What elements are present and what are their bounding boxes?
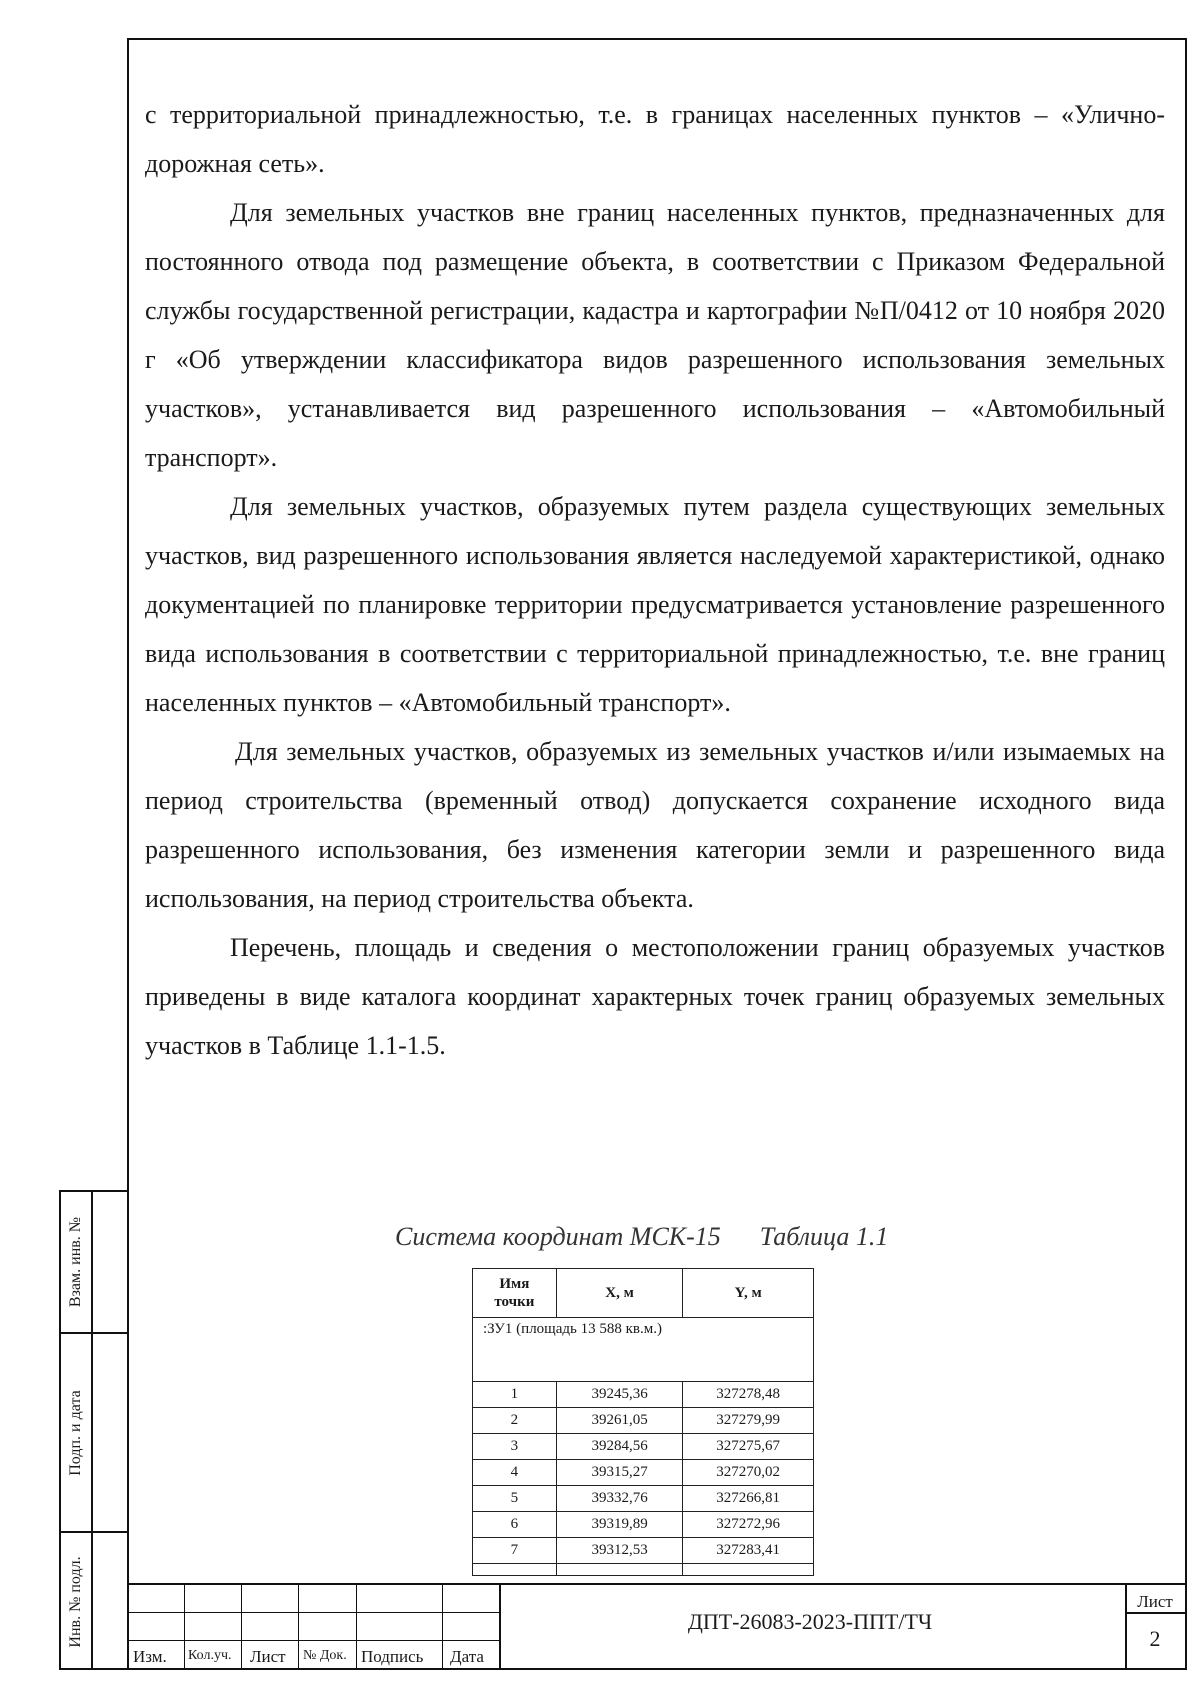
sheet-number: 2: [1149, 1626, 1161, 1651]
paragraph-5: Перечень, площадь и сведения о местоположении границ образуемых участков приведены в виде каталога координат характерных точек границ образуемых земельных участков в Таблице 1.1-1.5.: [145, 933, 1165, 1060]
sidebar-stamp: [59, 1190, 127, 1670]
coordinates-table: [472, 1268, 814, 1576]
point-x: 39284,56: [556, 1434, 683, 1460]
stamp-col-line: [241, 1583, 242, 1670]
sheet-label: Лист: [1137, 1592, 1173, 1611]
empty-cell: [683, 1564, 814, 1576]
paragraph-3: Для земельных участков, образуемых путем раздела существующих земельных участков, вид разрешенного использования является наследуемой характеристикой, однако документацией по планировке территории предусматривается установление разрешенного вида использования в соответствии с территориальной принадлежностью, т.е. вне границ населенных пунктов – «Автомобильный транспорт».: [145, 492, 1165, 717]
table-header-row: [473, 1269, 814, 1318]
empty-cell: [473, 1564, 557, 1576]
document-code: ДПТ-26083-2023-ППТ/ТЧ: [687, 1609, 933, 1634]
table-row: [473, 1460, 814, 1486]
header-point-name-line2: точки: [494, 1294, 535, 1310]
point-number: 4: [473, 1460, 557, 1486]
point-y: 327266,81: [683, 1486, 814, 1512]
empty-cell: [556, 1564, 683, 1576]
point-y: 327275,67: [683, 1434, 814, 1460]
stamp-col-line: [184, 1583, 185, 1670]
stamp-label-podpis: Подпись: [361, 1647, 424, 1666]
stamp-label-data: Дата: [450, 1647, 484, 1666]
empty-row: [473, 1564, 814, 1576]
stamp-col-line: [298, 1583, 299, 1670]
point-x: 39315,27: [556, 1460, 683, 1486]
stamp-mid-line-1: [127, 1612, 499, 1613]
point-x: 39312,53: [556, 1538, 683, 1564]
table-row: [473, 1434, 814, 1460]
section-row: [473, 1318, 814, 1382]
header-y: Y, м: [683, 1269, 814, 1318]
sidebar-cell-vzam: [61, 1192, 127, 1334]
point-number: 7: [473, 1538, 557, 1564]
document-body: [145, 90, 1165, 1070]
stamp-label-ndok: № Док.: [303, 1648, 347, 1663]
stamp-label-izm: Изм.: [133, 1647, 167, 1666]
sidebar-label-podp: Подп. и дата: [67, 1389, 84, 1476]
point-y: 327279,99: [683, 1408, 814, 1434]
stamp-sheet-divider: [1126, 1612, 1187, 1614]
point-x: 39319,89: [556, 1512, 683, 1538]
point-y: 327283,41: [683, 1538, 814, 1564]
stamp-label-kol: Кол.уч.: [188, 1648, 232, 1663]
table-caption: Система координат МСК-15 Таблица 1.1: [395, 1222, 889, 1251]
paragraph-4: Для земельных участков, образуемых из земельных участков и/или изымаемых на период строительства (временный отвод) допускается сохранение исходного вида разрешенного использования, без изменения категории земли и разрешенного вида использования, на период строительства объекта.: [145, 737, 1165, 913]
point-y: 327278,48: [683, 1382, 814, 1408]
point-number: 3: [473, 1434, 557, 1460]
point-y: 327272,96: [683, 1512, 814, 1538]
stamp-col-line: [356, 1583, 357, 1670]
sidebar-cell-podp: [61, 1334, 127, 1533]
paragraph-1: с территориальной принадлежностью, т.е. в границах населенных пунктов – «Улично-дорожная сеть».: [145, 100, 1165, 178]
section-label: :ЗУ1 (площадь 13 588 кв.м.): [473, 1318, 814, 1382]
table-row: [473, 1486, 814, 1512]
sidebar-label-inv: Инв. № подл.: [67, 1555, 84, 1648]
table-row: [473, 1408, 814, 1434]
paragraph-2: Для земельных участков вне границ населенных пунктов, предназначенных для постоянного отвода под размещение объекта, в соответствии с Приказом Федеральной службы государственной регистрации, кадастра и картографии №П/0412 от 10 ноября 2020 г «Об утверждении классификатора видов разрешенного использования земельных участков», устанавливается вид разрешенного использования – «Автомобильный транспорт».: [145, 198, 1165, 472]
header-x: X, м: [556, 1269, 683, 1318]
stamp-mid-line-2: [127, 1640, 499, 1641]
header-point-name: [473, 1269, 557, 1318]
sidebar-label-vzam: Взам. инв. №: [67, 1216, 84, 1308]
table-row: [473, 1382, 814, 1408]
stamp-top-line: [127, 1583, 1187, 1585]
stamp-label-list: Лист: [250, 1647, 286, 1666]
point-number: 2: [473, 1408, 557, 1434]
point-x: 39245,36: [556, 1382, 683, 1408]
stamp-col-line: [442, 1583, 443, 1670]
header-point-name-line1: Имя: [499, 1276, 530, 1292]
point-y: 327270,02: [683, 1460, 814, 1486]
point-x: 39261,05: [556, 1408, 683, 1434]
point-x: 39332,76: [556, 1486, 683, 1512]
table-row: [473, 1512, 814, 1538]
point-number: 6: [473, 1512, 557, 1538]
sidebar-cell-inv: [61, 1533, 127, 1670]
table-row: [473, 1538, 814, 1564]
point-number: 5: [473, 1486, 557, 1512]
point-number: 1: [473, 1382, 557, 1408]
